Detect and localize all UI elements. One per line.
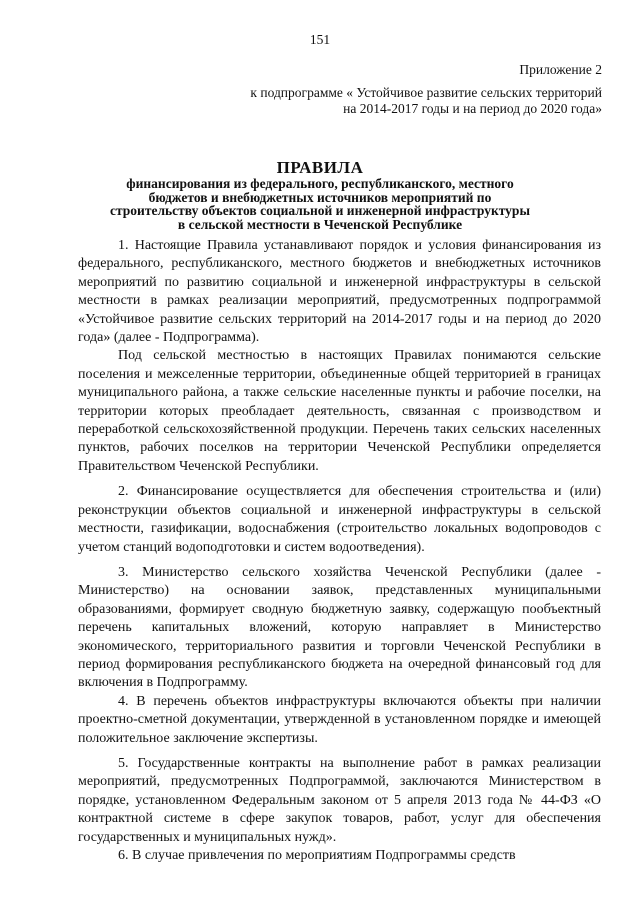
page-number: 151 — [309, 32, 331, 47]
appendix-label: Приложение 2 — [519, 62, 602, 77]
appendix-reference-line-1: к подпрограмме « Устойчивое развитие сельских территорий — [250, 84, 602, 100]
paragraph-1: 1. Настоящие Правила устанавливают порядок и условия финансирования из федерального, республиканского, местного бюджетов и внебюджетных источников мероприятий по развитию социальной и инженерной инфраструктуры в сельской местности в рамках реализации мероприятий, предусмотренных подпрограммой «Устойчивое развитие сельских территорий на 2014-2017 годы и на период до 2020 года» (далее - Подпрограмма). — [78, 238, 601, 346]
document-body — [78, 237, 601, 865]
paragraph-3: 3. Министерство сельского хозяйства Чеченской Республики (далее - Министерство) на основании заявок, представленных муниципальными образованиями, формирует сводную бюджетную заявку, содержащую пообъектный перечень капитальных вложений, которую направляет в Министерство экономического, территориального развития и торговли Чеченской Республики в период формирования республиканского бюджета на очередной финансовый год для включения в Подпрограмму. — [78, 564, 601, 691]
paragraph-4: 4. В перечень объектов инфраструктуры включаются объекты при наличии проектно-сметной документации, утвержденной в установленном порядке и имеющей положительное заключение экспертизы. — [78, 693, 601, 746]
paragraph-2: 2. Финансирование осуществляется для обеспечения строительства и (или) реконструкции объектов социальной и инженерной инфраструктуры в сельской местности, газификации, водоснабжения (строительство локальных водопроводов с учетом станций водоподготовки и систем водоотведения). — [78, 484, 601, 555]
paragraph-5: 5. Государственные контракты на выполнение работ в рамках реализации мероприятий, предусмотренных Подпрограммой, заключаются Министерством в порядке, установленном Федеральным законом от 5 апреля 2013 года № 44-ФЗ «О контрактной системе в сфере закупок товаров, работ, услуг для обеспечения государственных и муниципальных нужд». — [78, 755, 601, 845]
appendix-header — [202, 62, 602, 118]
document-subtitle: финансирования из федерального, республиканского, местного бюджетов и внебюджетных источников мероприятий по строительству объектов социальной и инженерной инфраструктуры в сельской местности в Чеченской Республике — [110, 176, 530, 232]
appendix-reference-line-2: на 2014-2017 годы и на период до 2020 года» — [343, 101, 602, 116]
paragraph-6: 6. В случае привлечения по мероприятиям Подпрограммы средств — [118, 848, 516, 863]
paragraph-1-continued: Под сельской местностью в настоящих Правилах понимаются сельские поселения и межселенные территории, объединенные общей территорией в границах муниципального района, а также сельские населенные пункты и рабочие поселки, на территории которых преобладает деятельность, связанная с производством и переработкой сельскохозяйственной продукции. Перечень таких сельских населенных пунктов, рабочих поселков на территории Чеченской Республики определяется Правительством Чеченской Республики. — [78, 348, 601, 474]
document-title: ПРАВИЛА — [276, 158, 364, 177]
